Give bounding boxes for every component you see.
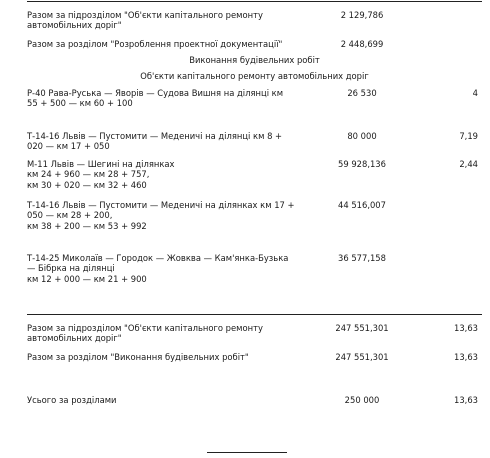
object-row-amount: 59 928,136 (338, 159, 386, 169)
top-rule (27, 1, 482, 2)
object-row-name: Р-40 Рава-Руська — Яворів — Судова Вишня на ділянці км 55 + 500 — км 60 + 100 (27, 88, 286, 109)
subsection-total-design-label: Разом за підрозділом "Об'єкти капітального ремонту автомобільних доріг" (27, 10, 263, 31)
object-row-name: Т-14-16 Львів — Пустомити — Меденичі на ділянках км 17 + 050 — км 28 + 200, км 38 + 200 — км 53 + 992 (27, 200, 295, 231)
grand-total-percent: 13,63 (454, 395, 478, 405)
section-total-construction-label: Разом за розділом "Виконання будівельних робіт" (27, 352, 249, 362)
object-row-name: Т-14-25 Миколаїв — Городок — Жовква — Кам'янка-Бузька — Бібрка на ділянці км 12 + 000 — км 21 + 900 (27, 253, 289, 284)
object-row-amount: 36 577,158 (338, 253, 386, 263)
grand-total-label: Усього за розділами (27, 395, 117, 405)
subsection-total-construction-label: Разом за підрозділом "Об'єкти капітального ремонту автомобільних доріг" (27, 323, 263, 344)
section-total-design-label: Разом за розділом "Розроблення проектної документації" (27, 39, 283, 49)
object-row-percent: 2,44 (459, 159, 478, 169)
section-title: Виконання будівельних робіт (189, 55, 320, 65)
object-row-amount: 80 000 (347, 131, 377, 141)
section-total-design-amount: 2 448,699 (340, 39, 384, 49)
object-row-name: М-11 Львів — Шегині на ділянках км 24 + 960 — км 28 + 757, км 30 + 020 — км 32 + 460 (27, 159, 175, 190)
totals-divider (27, 314, 482, 315)
subsection-total-design-amount: 2 129,786 (340, 10, 384, 20)
section-total-construction-amount: 247 551,301 (335, 352, 389, 362)
subsection-total-construction-percent: 13,63 (454, 323, 478, 333)
section-total-construction-percent: 13,63 (454, 352, 478, 362)
subsection-title: Об'єкти капітального ремонту автомобільних доріг (140, 71, 369, 81)
object-row-amount: 26 530 (347, 88, 377, 98)
object-row-percent: 4 (472, 88, 478, 98)
object-row-percent: 7,19 (459, 131, 478, 141)
subsection-total-construction-amount: 247 551,301 (335, 323, 389, 333)
grand-total-amount: 250 000 (344, 395, 380, 405)
object-row-amount: 44 516,007 (338, 200, 386, 210)
bottom-rule (207, 452, 287, 453)
object-row-name: Т-14-16 Львів — Пустомити — Меденичі на ділянці км 8 + 020 — км 17 + 050 (27, 131, 285, 152)
